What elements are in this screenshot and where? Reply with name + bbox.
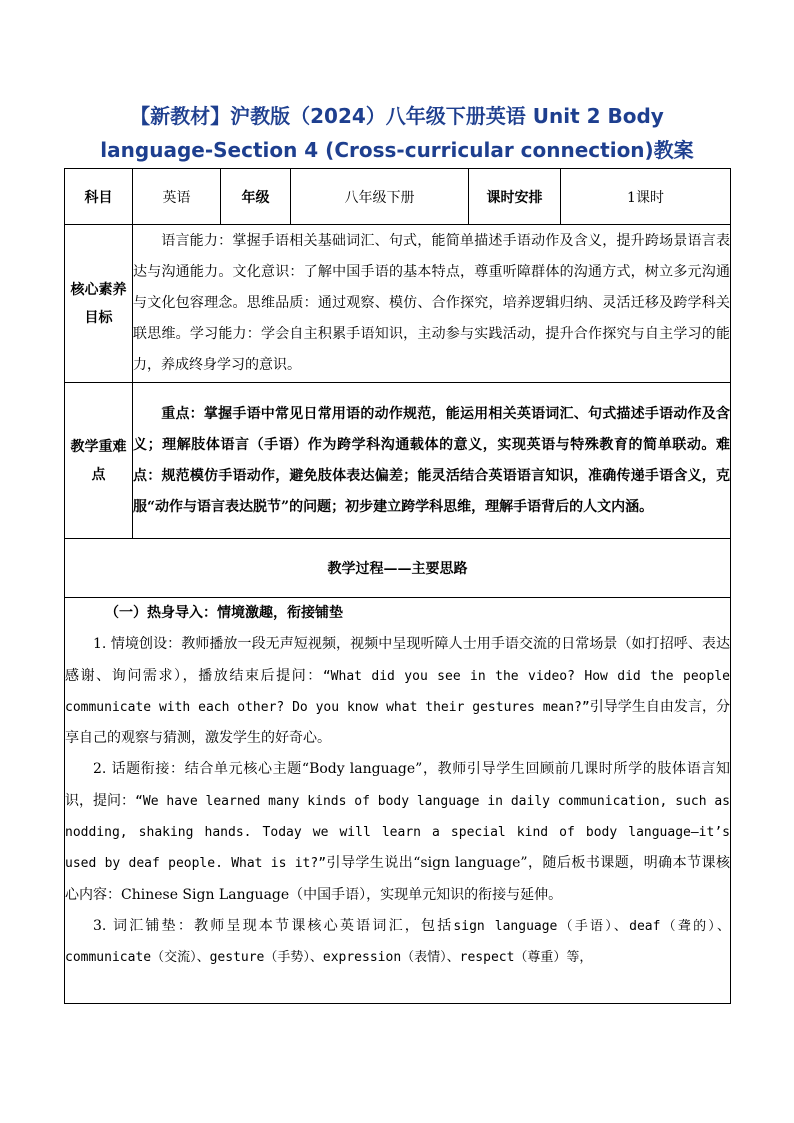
grade-label: 年级 <box>221 169 291 225</box>
step-1-question: “What did you see in the video? How did the people communicate with each other? Do you know what their gestures mean?” <box>65 668 730 715</box>
step-2-text-a: 2. 话题衔接：结合单元核心主题“Body language”，教师引导学生回顾前几课时所学的肢体语言知识，提问： <box>65 761 730 809</box>
title-line-1: 【新教材】沪教版（2024）八年级下册英语 Unit 2 Body <box>130 104 664 128</box>
step-2-question: “We have learned many kinds of body language in daily communication, such as nodding, shaking hands. Today we will learn a special kind of body language—it’s used by deaf people. What is it?” <box>65 793 731 872</box>
step-1-text-c: 引导学生自由发言，分享自己的观察与猜测，激发学生的好奇心。 <box>65 698 731 747</box>
step-2-text-c: 引导学生说出“sign language”，随后板书课题，明确本节课核心内容：Chinese Sign Language（中国手语），实现单元知识的衔接与延伸。 <box>65 855 730 903</box>
process-title: 教学过程——主要思路 <box>65 539 731 598</box>
key-points-label: 教学重难点 <box>65 383 133 539</box>
process-body <box>65 598 731 1004</box>
step-1-text-a: 1. 情境创设：教师播放一段无声短视频，视频中呈现听障人士用手语交流的日常场景（如打招呼、表达感谢、询问需求），播放结束后提问： <box>65 636 730 684</box>
core-goals-label: 核心素养目标 <box>65 225 133 383</box>
step-3-text-a: 3. 词汇铺垫：教师呈现本节课核心英语词汇，包括 <box>93 917 454 934</box>
step-1-paragraph <box>65 629 730 754</box>
step-3-vocab: sign language（手语）、deaf（聋的）、communicate（交流）、gesture（手势）、expression（表情）、respect（尊重）等， <box>65 918 730 966</box>
core-goals-text: 语言能力：掌握手语相关基础词汇、句式，能简单描述手语动作及含义，提升跨场景语言表达与沟通能力。文化意识：了解中国手语的基本特点，尊重听障群体的沟通方式，树立多元沟通与文化包容理念。思维品质：通过观察、模仿、合作探究，培养逻辑归纳、灵活迁移及跨学科关联思维。学习能力：学会自主积累手语知识，主动参与实践活动，提升合作探究与自主学习的能力，养成终身学习的意识。 <box>133 233 730 373</box>
lesson-plan-table <box>64 168 731 1004</box>
core-goals-row <box>65 225 731 383</box>
step-3-paragraph <box>65 911 730 974</box>
key-points-row <box>65 383 731 539</box>
grade-value: 八年级下册 <box>291 169 469 225</box>
process-title-row <box>65 539 731 598</box>
schedule-label: 课时安排 <box>469 169 561 225</box>
step-2-paragraph <box>65 754 730 910</box>
subject-value: 英语 <box>133 169 221 225</box>
key-points-cell <box>133 383 731 539</box>
core-goals-cell <box>133 225 731 383</box>
schedule-value: 1课时 <box>561 169 731 225</box>
key-points-text: 重点：掌握手语中常见日常用语的动作规范，能运用相关英语词汇、句式描述手语动作及含义；理解肢体语言（手语）作为跨学科沟通载体的意义，实现英语与特殊教育的简单联动。难点：规范模仿手语动作，避免肢体表达偏差；能灵活结合英语语言知识，准确传递手语含义，克服“动作与语言表达脱节”的问题；初步建立跨学科思维，理解手语背后的人文内涵。 <box>133 405 730 515</box>
document-title <box>60 99 734 167</box>
subject-label: 科目 <box>65 169 133 225</box>
header-row <box>65 169 731 225</box>
process-body-row <box>65 598 731 1004</box>
title-line-2: language-Section 4 (Cross-curricular connection)教案 <box>100 138 694 162</box>
section-heading-warmup: （一）热身导入：情境激趣，衔接铺垫 <box>105 605 343 621</box>
